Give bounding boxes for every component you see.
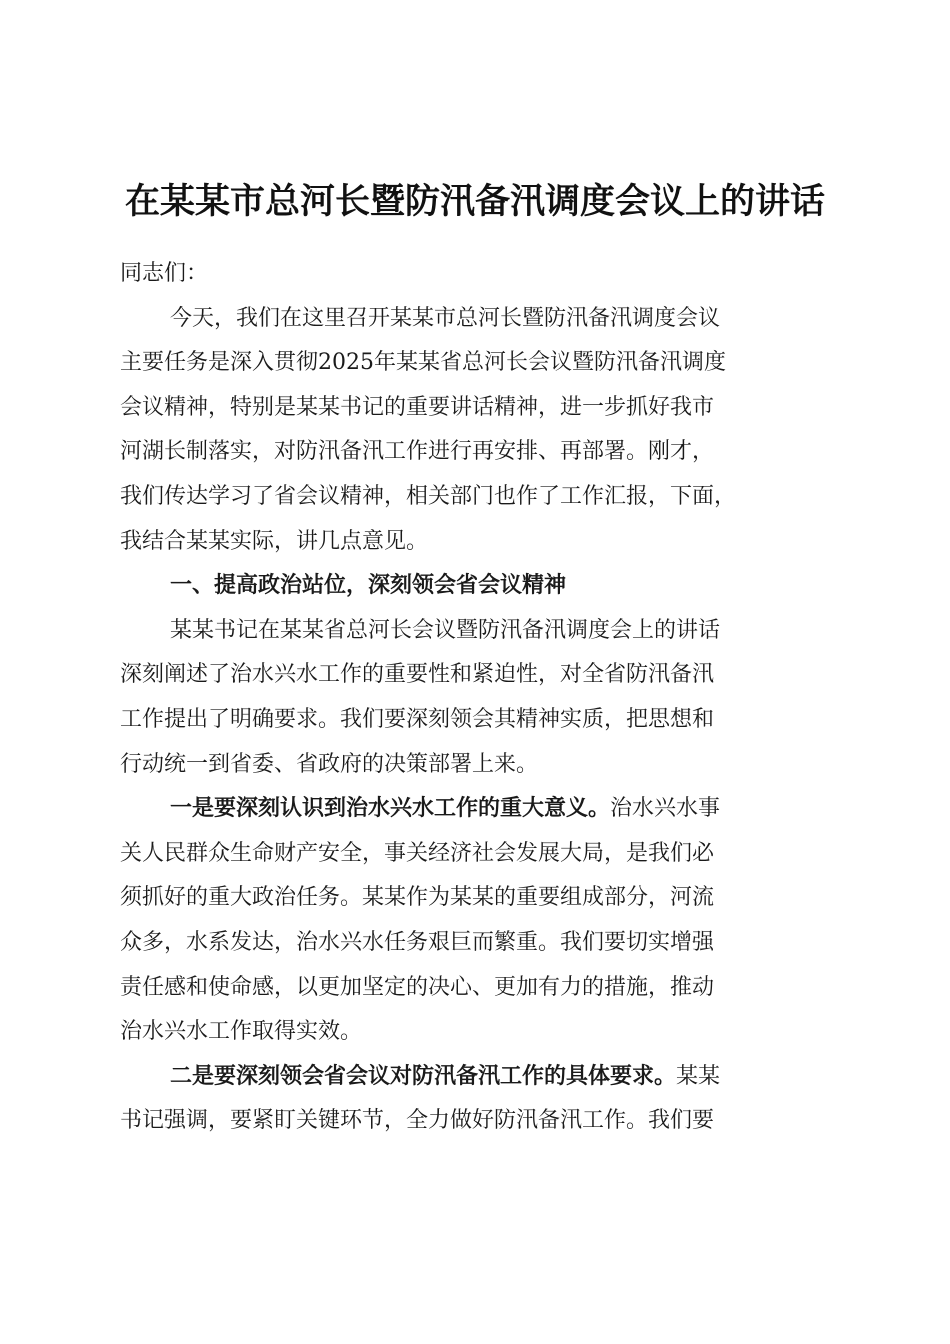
salutation: 同志们： <box>120 261 209 286</box>
paragraph-line: 行动统一到省委、省政府的决策部署上来。 <box>120 751 539 777</box>
document-body <box>120 252 825 1144</box>
paragraph-line: 工作提出了明确要求。我们要深刻领会其精神实质，把思想和 <box>120 706 715 732</box>
paragraph-line: 深刻阐述了治水兴水工作的重要性和紧迫性，对全省防汛备汛 <box>120 662 715 688</box>
paragraph-line: 一是要深刻认识到治水兴水工作的重大意义。 治水兴水事 <box>120 787 825 832</box>
paragraph-line: 我们传达学习了省会议精神，相关部门也作了工作汇报，下面， <box>120 483 737 509</box>
paragraph-line: 今天，我们在这里召开某某市总河长暨防汛备汛调度会议 <box>170 305 721 331</box>
paragraph-line: 责任感和使命感，以更加坚定的决心、更加有力的措施，推动 <box>120 974 715 1000</box>
paragraph-line: 书记强调，要紧盯关键环节，全力做好防汛备汛工作。我们要 <box>120 1108 715 1134</box>
paragraph-line: 关人民群众生命财产安全，事关经济社会发展大局，是我们必 <box>120 840 715 866</box>
bold-lead: 一是要深刻认识到治水兴水工作的重大意义。 <box>170 796 611 822</box>
paragraph-line: 某某书记在某某省总河长会议暨防汛备汛调度会上的讲话 <box>170 617 721 643</box>
paragraph-line: 会议精神，特别是某某书记的重要讲话精神，进一步抓好我市 <box>120 394 715 420</box>
document-title: 在某某市总河长暨防汛备汛调度会议上的讲话 <box>124 181 825 222</box>
paragraph-line: 我结合某某实际，讲几点意见。 <box>120 528 429 554</box>
paragraph-line: 须抓好的重大政治任务。某某作为某某的重要组成部分，河流 <box>120 885 715 911</box>
paragraph-line: 治水兴水工作取得实效。 <box>120 1019 363 1045</box>
paragraph-line: 主要任务是深入贯彻2025年某某省总河长会议暨防汛备汛调度 <box>120 350 726 376</box>
paragraph-line: 二是要深刻领会省会议对防汛备汛工作的具体要求。 某某 <box>120 1055 825 1100</box>
bold-lead: 二是要深刻领会省会议对防汛备汛工作的具体要求。 <box>170 1063 677 1089</box>
section-heading: 一、提高政治站位，深刻领会省会议精神 <box>170 573 567 599</box>
paragraph-line: 众多，水系发达，治水兴水任务艰巨而繁重。我们要切实增强 <box>120 929 715 955</box>
paragraph-line: 河湖长制落实，对防汛备汛工作进行再安排、再部署。刚才， <box>120 439 715 465</box>
